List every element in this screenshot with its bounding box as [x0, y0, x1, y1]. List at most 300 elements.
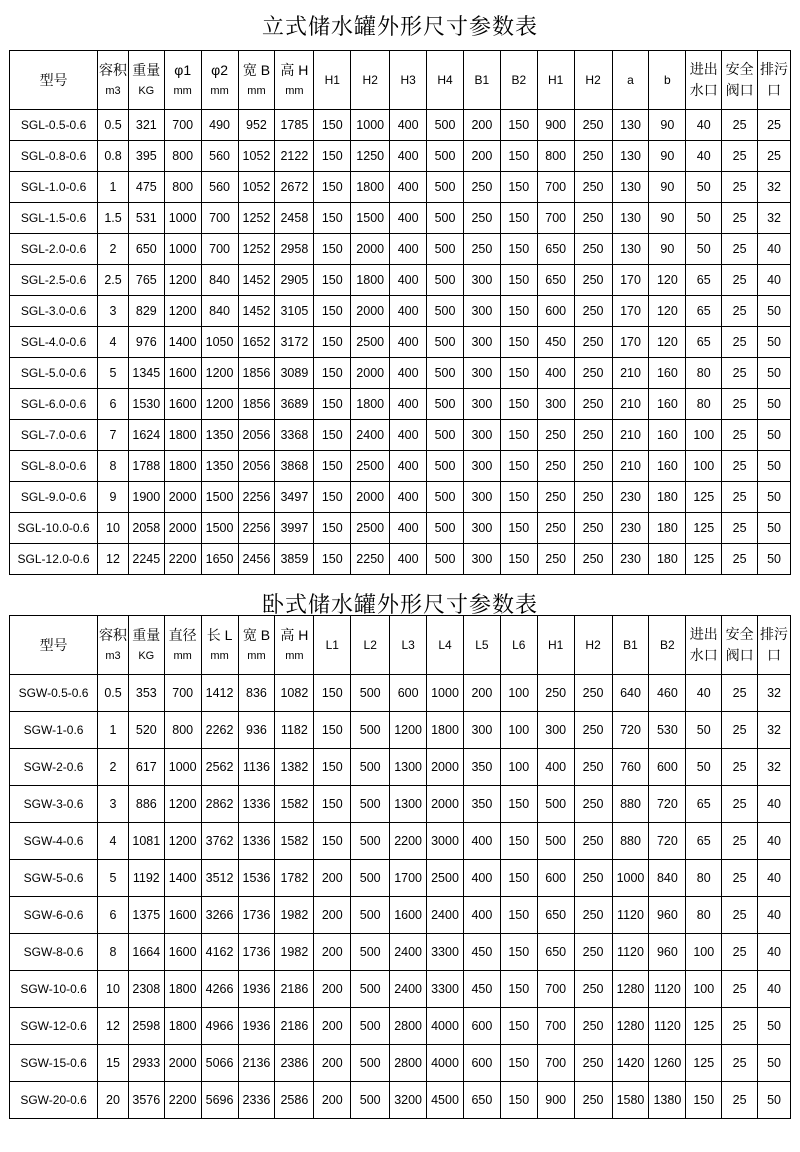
- horizontal-value-cell: 1120: [649, 1008, 686, 1045]
- horizontal-value-cell: 300: [537, 712, 574, 749]
- horizontal-value-cell: 500: [351, 934, 390, 971]
- horizontal-value-cell: 1375: [128, 897, 164, 934]
- vertical-value-cell: 125: [686, 544, 722, 575]
- horizontal-header-label: 安全: [725, 626, 754, 642]
- vertical-value-cell: 50: [758, 327, 791, 358]
- horizontal-model-cell: SGW-8-0.6: [10, 934, 98, 971]
- vertical-header-cell: [649, 51, 686, 110]
- horizontal-table-row: [10, 786, 791, 823]
- horizontal-header-row: [10, 616, 791, 675]
- horizontal-value-cell: 40: [758, 971, 791, 1008]
- vertical-value-cell: 300: [463, 389, 500, 420]
- vertical-table-row: [10, 110, 791, 141]
- vertical-value-cell: 1000: [164, 203, 201, 234]
- vertical-value-cell: 300: [463, 420, 500, 451]
- vertical-value-cell: 40: [758, 265, 791, 296]
- horizontal-value-cell: 720: [612, 712, 649, 749]
- vertical-value-cell: 500: [427, 203, 464, 234]
- vertical-value-cell: 400: [537, 358, 574, 389]
- horizontal-table-row: [10, 675, 791, 712]
- vertical-header-unit: KG: [138, 85, 155, 97]
- horizontal-value-cell: 150: [500, 860, 537, 897]
- vertical-value-cell: 25: [722, 234, 758, 265]
- vertical-value-cell: 1000: [351, 110, 390, 141]
- horizontal-header-label: 直径: [168, 627, 197, 643]
- horizontal-table-row: [10, 1045, 791, 1082]
- vertical-value-cell: 400: [390, 141, 427, 172]
- horizontal-header-unit: m3: [105, 650, 121, 662]
- horizontal-header-cell: [500, 616, 537, 675]
- horizontal-value-cell: 1736: [238, 934, 275, 971]
- vertical-value-cell: 180: [649, 513, 686, 544]
- horizontal-table-row: [10, 749, 791, 786]
- vertical-value-cell: 1785: [275, 110, 314, 141]
- vertical-value-cell: 150: [314, 172, 351, 203]
- horizontal-header-cell: [686, 616, 722, 675]
- vertical-value-cell: 700: [164, 110, 201, 141]
- vertical-value-cell: 6: [98, 389, 129, 420]
- vertical-value-cell: 170: [612, 327, 649, 358]
- vertical-value-cell: 500: [427, 420, 464, 451]
- horizontal-value-cell: 250: [574, 1045, 612, 1082]
- horizontal-value-cell: 650: [537, 897, 574, 934]
- horizontal-value-cell: 3266: [201, 897, 238, 934]
- vertical-value-cell: 400: [390, 172, 427, 203]
- horizontal-header-label: H1: [548, 638, 564, 652]
- vertical-value-cell: 2000: [351, 482, 390, 513]
- vertical-value-cell: 300: [537, 389, 574, 420]
- vertical-value-cell: 90: [649, 141, 686, 172]
- vertical-value-cell: 150: [500, 141, 537, 172]
- vertical-model-cell: SGL-1.0-0.6: [10, 172, 98, 203]
- horizontal-value-cell: 640: [612, 675, 649, 712]
- vertical-value-cell: 150: [500, 358, 537, 389]
- vertical-header-unit: mm: [285, 85, 304, 97]
- horizontal-value-cell: 500: [351, 823, 390, 860]
- horizontal-value-cell: 50: [758, 1008, 791, 1045]
- vertical-value-cell: 150: [314, 265, 351, 296]
- horizontal-model-cell: SGW-5-0.6: [10, 860, 98, 897]
- horizontal-value-cell: 500: [351, 971, 390, 1008]
- horizontal-value-cell: 250: [574, 971, 612, 1008]
- vertical-header-label: b: [664, 73, 671, 87]
- vertical-value-cell: 300: [463, 265, 500, 296]
- horizontal-value-cell: 32: [758, 749, 791, 786]
- vertical-value-cell: 32: [758, 172, 791, 203]
- vertical-value-cell: 3: [98, 296, 129, 327]
- horizontal-value-cell: 936: [238, 712, 275, 749]
- vertical-value-cell: 400: [390, 296, 427, 327]
- vertical-value-cell: 2400: [351, 420, 390, 451]
- vertical-header-label: 宽 B: [242, 62, 271, 78]
- horizontal-value-cell: 2308: [128, 971, 164, 1008]
- horizontal-value-cell: 150: [500, 971, 537, 1008]
- horizontal-value-cell: 1700: [390, 860, 427, 897]
- vertical-value-cell: 50: [686, 203, 722, 234]
- vertical-value-cell: 600: [537, 296, 574, 327]
- vertical-header-cell: [574, 51, 612, 110]
- vertical-value-cell: 250: [537, 451, 574, 482]
- vertical-value-cell: 1345: [128, 358, 164, 389]
- horizontal-model-cell: SGW-4-0.6: [10, 823, 98, 860]
- vertical-header-cell: [500, 51, 537, 110]
- horizontal-value-cell: 250: [574, 749, 612, 786]
- vertical-header-cell: [390, 51, 427, 110]
- vertical-value-cell: 1000: [164, 234, 201, 265]
- vertical-value-cell: 50: [686, 172, 722, 203]
- vertical-table-row: [10, 296, 791, 327]
- vertical-value-cell: 100: [686, 451, 722, 482]
- horizontal-value-cell: 250: [537, 675, 574, 712]
- vertical-header-cell: [164, 51, 201, 110]
- horizontal-value-cell: 150: [314, 749, 351, 786]
- vertical-value-cell: 150: [314, 482, 351, 513]
- vertical-value-cell: 25: [722, 513, 758, 544]
- horizontal-value-cell: 5: [98, 860, 129, 897]
- vertical-header-label: H1: [324, 73, 340, 87]
- horizontal-header-label: 重量: [132, 627, 161, 643]
- vertical-value-cell: 150: [500, 296, 537, 327]
- horizontal-value-cell: 4: [98, 823, 129, 860]
- horizontal-value-cell: 1300: [390, 786, 427, 823]
- vertical-model-cell: SGL-2.0-0.6: [10, 234, 98, 265]
- horizontal-value-cell: 40: [758, 860, 791, 897]
- horizontal-value-cell: 100: [686, 971, 722, 1008]
- vertical-table-row: [10, 234, 791, 265]
- vertical-value-cell: 1452: [238, 265, 275, 296]
- horizontal-value-cell: 500: [351, 860, 390, 897]
- horizontal-header-label: L4: [438, 638, 452, 652]
- vertical-value-cell: 500: [427, 172, 464, 203]
- vertical-value-cell: 2245: [128, 544, 164, 575]
- horizontal-header-label: 高 H: [280, 627, 309, 643]
- vertical-value-cell: 40: [686, 110, 722, 141]
- horizontal-value-cell: 1182: [275, 712, 314, 749]
- vertical-value-cell: 50: [758, 389, 791, 420]
- vertical-value-cell: 250: [574, 327, 612, 358]
- vertical-value-cell: 250: [574, 203, 612, 234]
- vertical-value-cell: 10: [98, 513, 129, 544]
- horizontal-value-cell: 40: [686, 675, 722, 712]
- vertical-header-cell: [722, 51, 758, 110]
- vertical-value-cell: 1: [98, 172, 129, 203]
- horizontal-header-label: 容积: [99, 627, 127, 643]
- vertical-value-cell: 250: [574, 172, 612, 203]
- vertical-model-cell: SGL-3.0-0.6: [10, 296, 98, 327]
- vertical-value-cell: 160: [649, 420, 686, 451]
- horizontal-model-cell: SGW-0.5-0.6: [10, 675, 98, 712]
- vertical-value-cell: 250: [574, 110, 612, 141]
- vertical-value-cell: 3859: [275, 544, 314, 575]
- vertical-value-cell: 150: [500, 513, 537, 544]
- vertical-value-cell: 150: [314, 234, 351, 265]
- vertical-value-cell: 250: [574, 451, 612, 482]
- vertical-value-cell: 1856: [238, 358, 275, 389]
- vertical-value-cell: 300: [463, 482, 500, 513]
- horizontal-model-cell: SGW-3-0.6: [10, 786, 98, 823]
- horizontal-value-cell: 125: [686, 1008, 722, 1045]
- horizontal-header-cell: [10, 616, 98, 675]
- horizontal-value-cell: 25: [722, 1082, 758, 1119]
- horizontal-header-unit: KG: [138, 650, 155, 662]
- horizontal-header-label: B2: [660, 638, 675, 652]
- vertical-value-cell: 50: [758, 296, 791, 327]
- horizontal-value-cell: 200: [314, 860, 351, 897]
- horizontal-value-cell: 400: [463, 897, 500, 934]
- horizontal-value-cell: 2586: [275, 1082, 314, 1119]
- horizontal-table-row: [10, 712, 791, 749]
- vertical-value-cell: 321: [128, 110, 164, 141]
- vertical-value-cell: 1200: [164, 296, 201, 327]
- vertical-value-cell: 1600: [164, 389, 201, 420]
- vertical-header-label: H4: [437, 73, 453, 87]
- horizontal-value-cell: 450: [463, 971, 500, 1008]
- horizontal-value-cell: 500: [351, 675, 390, 712]
- vertical-model-cell: SGL-5.0-0.6: [10, 358, 98, 389]
- vertical-value-cell: 1052: [238, 141, 275, 172]
- horizontal-table-row: [10, 1008, 791, 1045]
- vertical-value-cell: 400: [390, 110, 427, 141]
- vertical-value-cell: 1250: [351, 141, 390, 172]
- vertical-value-cell: 150: [500, 234, 537, 265]
- vertical-table-title: 立式储水罐外形尺寸参数表: [261, 15, 538, 40]
- vertical-value-cell: 180: [649, 544, 686, 575]
- horizontal-header-cell: [128, 616, 164, 675]
- horizontal-value-cell: 720: [649, 823, 686, 860]
- vertical-value-cell: 250: [574, 482, 612, 513]
- horizontal-value-cell: 200: [314, 1008, 351, 1045]
- horizontal-value-cell: 700: [537, 971, 574, 1008]
- vertical-value-cell: 250: [463, 234, 500, 265]
- vertical-value-cell: 400: [390, 482, 427, 513]
- vertical-value-cell: 100: [686, 420, 722, 451]
- horizontal-value-cell: 1582: [275, 786, 314, 823]
- horizontal-value-cell: 720: [649, 786, 686, 823]
- horizontal-value-cell: 600: [463, 1008, 500, 1045]
- vertical-header-label: H1: [548, 73, 564, 87]
- vertical-header-unit: mm: [210, 85, 229, 97]
- vertical-value-cell: 500: [427, 110, 464, 141]
- vertical-value-cell: 1624: [128, 420, 164, 451]
- horizontal-header-cell: [574, 616, 612, 675]
- horizontal-value-cell: 20: [98, 1082, 129, 1119]
- horizontal-value-cell: 125: [686, 1045, 722, 1082]
- vertical-table-row: [10, 141, 791, 172]
- vertical-value-cell: 300: [463, 358, 500, 389]
- vertical-value-cell: 25: [722, 265, 758, 296]
- horizontal-value-cell: 3000: [427, 823, 464, 860]
- vertical-value-cell: 4: [98, 327, 129, 358]
- horizontal-value-cell: 2000: [427, 749, 464, 786]
- horizontal-value-cell: 2386: [275, 1045, 314, 1082]
- horizontal-value-cell: 50: [686, 712, 722, 749]
- vertical-value-cell: 2256: [238, 513, 275, 544]
- vertical-value-cell: 40: [758, 234, 791, 265]
- vertical-value-cell: 2000: [351, 296, 390, 327]
- vertical-value-cell: 400: [390, 358, 427, 389]
- vertical-value-cell: 2905: [275, 265, 314, 296]
- vertical-value-cell: 250: [574, 265, 612, 296]
- horizontal-value-cell: 2: [98, 749, 129, 786]
- horizontal-value-cell: 200: [314, 897, 351, 934]
- horizontal-value-cell: 150: [500, 1082, 537, 1119]
- vertical-value-cell: 1452: [238, 296, 275, 327]
- horizontal-value-cell: 1082: [275, 675, 314, 712]
- horizontal-value-cell: 400: [463, 860, 500, 897]
- vertical-table-row: [10, 513, 791, 544]
- vertical-value-cell: 2200: [164, 544, 201, 575]
- horizontal-value-cell: 200: [314, 1045, 351, 1082]
- horizontal-value-cell: 500: [351, 749, 390, 786]
- horizontal-header-cell: [390, 616, 427, 675]
- horizontal-value-cell: 150: [314, 675, 351, 712]
- horizontal-value-cell: 25: [722, 786, 758, 823]
- horizontal-value-cell: 2200: [164, 1082, 201, 1119]
- vertical-value-cell: 25: [722, 389, 758, 420]
- vertical-value-cell: 150: [314, 389, 351, 420]
- horizontal-value-cell: 1800: [164, 971, 201, 1008]
- horizontal-value-cell: 50: [758, 1082, 791, 1119]
- vertical-value-cell: 3089: [275, 358, 314, 389]
- horizontal-value-cell: 2400: [427, 897, 464, 934]
- horizontal-value-cell: 150: [500, 823, 537, 860]
- vertical-value-cell: 2500: [351, 451, 390, 482]
- horizontal-value-cell: 1400: [164, 860, 201, 897]
- horizontal-header-cell: [238, 616, 275, 675]
- vertical-value-cell: 2.5: [98, 265, 129, 296]
- vertical-header-cell: [686, 51, 722, 110]
- horizontal-model-cell: SGW-15-0.6: [10, 1045, 98, 1082]
- horizontal-model-cell: SGW-6-0.6: [10, 897, 98, 934]
- horizontal-value-cell: 150: [500, 786, 537, 823]
- vertical-header-cell: [537, 51, 574, 110]
- horizontal-value-cell: 150: [314, 786, 351, 823]
- vertical-value-cell: 50: [758, 420, 791, 451]
- vertical-value-cell: 2958: [275, 234, 314, 265]
- horizontal-value-cell: 250: [574, 897, 612, 934]
- horizontal-table-row: [10, 971, 791, 1008]
- vertical-header-label: H2: [585, 73, 601, 87]
- horizontal-header-label: 宽 B: [242, 627, 271, 643]
- horizontal-value-cell: 1000: [164, 749, 201, 786]
- vertical-value-cell: 500: [427, 389, 464, 420]
- vertical-header-unit: 口: [767, 82, 782, 98]
- horizontal-value-cell: 600: [463, 1045, 500, 1082]
- vertical-value-cell: 1900: [128, 482, 164, 513]
- horizontal-header-label: 进出: [689, 626, 718, 642]
- horizontal-header-cell: [351, 616, 390, 675]
- vertical-header-label: H3: [400, 73, 416, 87]
- vertical-value-cell: 130: [612, 141, 649, 172]
- vertical-value-cell: 50: [758, 358, 791, 389]
- horizontal-value-cell: 25: [722, 823, 758, 860]
- vertical-value-cell: 130: [612, 110, 649, 141]
- vertical-value-cell: 25: [758, 141, 791, 172]
- horizontal-header-label: H2: [585, 638, 601, 652]
- vertical-value-cell: 1788: [128, 451, 164, 482]
- vertical-table-row: [10, 420, 791, 451]
- horizontal-model-cell: SGW-10-0.6: [10, 971, 98, 1008]
- horizontal-value-cell: 25: [722, 1045, 758, 1082]
- horizontal-value-cell: 400: [463, 823, 500, 860]
- vertical-value-cell: 50: [758, 544, 791, 575]
- vertical-value-cell: 250: [537, 513, 574, 544]
- vertical-value-cell: 1252: [238, 203, 275, 234]
- horizontal-value-cell: 840: [649, 860, 686, 897]
- vertical-value-cell: 250: [537, 420, 574, 451]
- vertical-table-row: [10, 172, 791, 203]
- vertical-model-cell: SGL-1.5-0.6: [10, 203, 98, 234]
- horizontal-header-cell: [463, 616, 500, 675]
- horizontal-value-cell: 4966: [201, 1008, 238, 1045]
- horizontal-value-cell: 2000: [427, 786, 464, 823]
- vertical-value-cell: 500: [427, 234, 464, 265]
- vertical-header-cell: [314, 51, 351, 110]
- horizontal-header-unit: mm: [247, 650, 266, 662]
- vertical-header-cell: [427, 51, 464, 110]
- vertical-model-cell: SGL-12.0-0.6: [10, 544, 98, 575]
- vertical-value-cell: 65: [686, 327, 722, 358]
- vertical-header-cell: [758, 51, 791, 110]
- horizontal-value-cell: 520: [128, 712, 164, 749]
- horizontal-value-cell: 2598: [128, 1008, 164, 1045]
- vertical-value-cell: 25: [722, 110, 758, 141]
- horizontal-table-row: [10, 934, 791, 971]
- horizontal-model-cell: SGW-12-0.6: [10, 1008, 98, 1045]
- horizontal-value-cell: 1280: [612, 971, 649, 1008]
- horizontal-value-cell: 50: [686, 749, 722, 786]
- horizontal-header-label: L1: [325, 638, 339, 652]
- horizontal-value-cell: 40: [758, 897, 791, 934]
- horizontal-value-cell: 1420: [612, 1045, 649, 1082]
- vertical-value-cell: 65: [686, 265, 722, 296]
- horizontal-value-cell: 40: [758, 823, 791, 860]
- vertical-value-cell: 160: [649, 451, 686, 482]
- vertical-header-label: 型号: [39, 72, 68, 88]
- vertical-value-cell: 2000: [351, 234, 390, 265]
- vertical-value-cell: 25: [722, 203, 758, 234]
- vertical-header-cell: [238, 51, 275, 110]
- vertical-value-cell: 7: [98, 420, 129, 451]
- horizontal-value-cell: 25: [722, 675, 758, 712]
- vertical-value-cell: 800: [537, 141, 574, 172]
- vertical-header-label: a: [627, 73, 634, 87]
- vertical-table-row: [10, 451, 791, 482]
- vertical-value-cell: 150: [500, 110, 537, 141]
- vertical-value-cell: 300: [463, 544, 500, 575]
- horizontal-value-cell: 3300: [427, 971, 464, 1008]
- vertical-value-cell: 150: [500, 389, 537, 420]
- vertical-value-cell: 250: [537, 482, 574, 513]
- horizontal-value-cell: 250: [574, 860, 612, 897]
- vertical-value-cell: 800: [164, 172, 201, 203]
- vertical-header-label: 高 H: [280, 62, 309, 78]
- horizontal-value-cell: 25: [722, 749, 758, 786]
- horizontal-value-cell: 1260: [649, 1045, 686, 1082]
- horizontal-value-cell: 960: [649, 934, 686, 971]
- vertical-value-cell: 2056: [238, 451, 275, 482]
- vertical-value-cell: 150: [500, 203, 537, 234]
- vertical-value-cell: 250: [574, 420, 612, 451]
- vertical-value-cell: 50: [758, 451, 791, 482]
- vertical-value-cell: 250: [574, 296, 612, 327]
- horizontal-value-cell: 40: [758, 786, 791, 823]
- vertical-value-cell: 150: [314, 110, 351, 141]
- horizontal-value-cell: 25: [722, 860, 758, 897]
- vertical-value-cell: 130: [612, 234, 649, 265]
- horizontal-value-cell: 100: [500, 749, 537, 786]
- horizontal-value-cell: 1800: [164, 1008, 201, 1045]
